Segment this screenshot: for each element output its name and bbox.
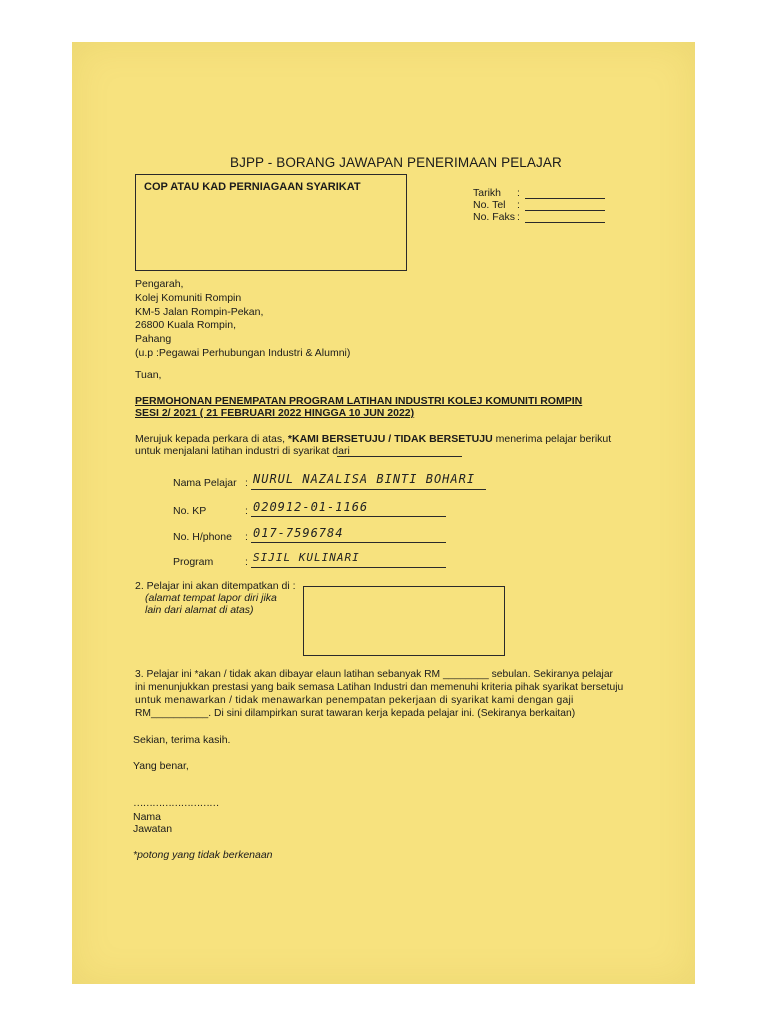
salutation: Tuan,	[135, 369, 162, 381]
closing-signoff: Yang benar,	[133, 760, 189, 772]
field-line-name	[251, 489, 486, 490]
meta-date-row	[473, 187, 501, 199]
address-line: Pengarah,	[135, 278, 184, 290]
closing-thanks: Sekian, terima kasih.	[133, 734, 231, 746]
address-line: Kolej Komuniti Rompin	[135, 291, 242, 304]
field-sep-name: :	[245, 477, 248, 489]
item-2-note-1: (alamat tempat lapor diri jika	[145, 592, 277, 604]
field-value-name: NURUL NAZALISA BINTI BOHARI	[253, 472, 476, 486]
field-value-ic: 020912-01-1166	[253, 500, 369, 514]
field-label-program: Program	[173, 556, 214, 568]
item-3-line-3: untuk menawarkan / tidak menawarkan penempatan pekerjaan di syarikat kami dengan gaji	[135, 695, 574, 706]
meta-tel-row	[473, 199, 506, 211]
meta-fax-sep: :	[517, 211, 520, 223]
field-label-ic: No. KP	[173, 505, 207, 517]
address-line: KM-5 Jalan Rompin-Pekan,	[135, 305, 264, 318]
address-line: 26800 Kuala Rompin,	[135, 319, 236, 332]
item-2-label: 2. Pelajar ini akan ditempatkan di :	[135, 580, 296, 592]
form-title: BJPP - BORANG JAWAPAN PENERIMAAN PELAJAR	[230, 155, 562, 170]
placement-address-box	[303, 586, 505, 656]
period-blank-line	[337, 456, 462, 457]
field-line-program	[251, 567, 446, 568]
signer-name-label: Nama	[133, 811, 162, 823]
para1-text-a: Merujuk kepada perkara di atas,	[135, 433, 288, 445]
stamp-label: COP ATAU KAD PERNIAGAAN SYARIKAT	[144, 181, 361, 193]
field-value-program: SIJIL KULINARI	[253, 551, 360, 564]
signer-position-label: Jawatan	[133, 823, 173, 835]
company-stamp-box	[135, 174, 407, 271]
meta-tel-label: No. Tel	[473, 199, 506, 211]
meta-fax-row	[473, 211, 515, 223]
field-sep-phone: :	[245, 531, 248, 543]
address-line: Pahang	[135, 333, 172, 346]
item-2-note-2: lain dari alamat di atas)	[145, 604, 254, 616]
meta-fax-label: No. Faks	[473, 211, 516, 223]
field-sep-ic: :	[245, 505, 248, 517]
field-sep-program: :	[245, 556, 248, 568]
subject-line-2: SESI 2/ 2021 ( 21 FEBRUARI 2022 HINGGA 10 JUN 2022)	[135, 407, 415, 419]
recipient-address	[135, 278, 350, 361]
signature-dots: ………………………	[133, 797, 219, 809]
footnote: *potong yang tidak berkenaan	[133, 849, 273, 861]
item-3-line-1: 3. Pelajar ini *akan / tidak akan dibayar elaun latihan sebanyak RM ________ sebulan. Sekiranya pelajar	[135, 669, 613, 680]
meta-tel-line	[525, 210, 605, 211]
meta-tel-sep: :	[517, 199, 520, 211]
address-line: (u.p :Pegawai Perhubungan Industri & Alumni)	[135, 346, 351, 359]
field-value-phone: 017-7596784	[253, 526, 344, 540]
field-line-ic	[251, 516, 446, 517]
meta-date-label: Tarikh	[473, 187, 502, 199]
meta-fax-line	[525, 222, 605, 223]
field-line-phone	[251, 542, 446, 543]
para1-agree-choice: *KAMI BERSETUJU / TIDAK BERSETUJU	[287, 433, 493, 445]
meta-date-sep: :	[517, 187, 520, 199]
field-label-name: Nama Pelajar	[173, 477, 237, 489]
item-3-line-2: ini menunjukkan prestasi yang baik semasa Latihan Industri dan memenuhi kriteria pihak syarikat bersetuju	[135, 682, 624, 693]
paragraph-1-line-2: untuk menjalani latihan industri di syarikat dari	[135, 445, 350, 457]
field-label-phone: No. H/phone	[173, 531, 232, 543]
meta-date-line	[525, 198, 605, 199]
subject-line-1: PERMOHONAN PENEMPATAN PROGRAM LATIHAN INDUSTRI KOLEJ KOMUNITI ROMPIN	[135, 395, 583, 407]
para1-text-b: menerima pelajar berikut	[492, 433, 612, 445]
item-3-line-4: RM__________. Di sini dilampirkan surat tawaran kerja kepada pelajar ini. (Sekiranya berkaitan)	[135, 708, 576, 719]
